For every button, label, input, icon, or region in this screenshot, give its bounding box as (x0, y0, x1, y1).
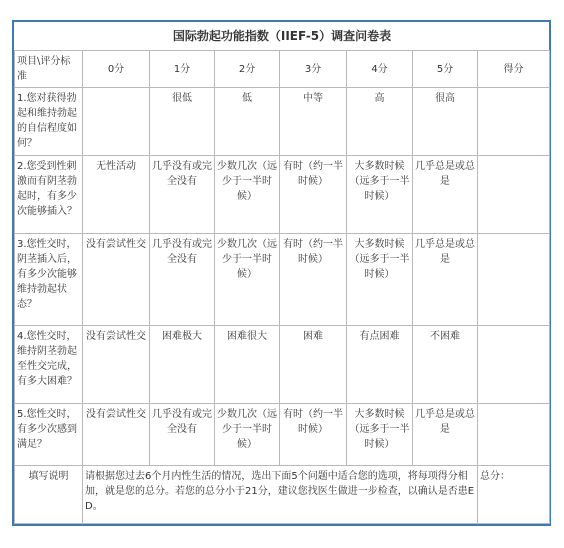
table-row (15, 234, 550, 326)
header-score-4: 4分 (347, 51, 413, 88)
cell: 不困难 (413, 326, 478, 404)
question-1: 1.您对获得勃起和维持勃起的自信程度如何？ (15, 88, 83, 156)
cell: 几乎总是或总是 (413, 156, 478, 234)
cell: 几乎没有或完全没有 (150, 404, 215, 466)
cell: 很低 (150, 88, 215, 156)
total-score-cell[interactable]: 总分： (478, 466, 550, 524)
header-item: 项目\评分标准 (15, 51, 83, 88)
cell: 少数几次（远少于一半时候） (215, 234, 280, 326)
footer-instructions: 请根据您过去6个月内性生活的情况，选出下面5个问题中适合您的选项，将每项得分相加，就是您的总分。若您的总分小于21分，建议您找医生做进一步检查，以确认是否患ED。 (83, 466, 478, 524)
iief5-table (14, 22, 550, 524)
cell (83, 88, 150, 156)
footer-label: 填写说明 (15, 466, 83, 524)
cell: 有点困难 (347, 326, 413, 404)
header-score-2: 2分 (215, 51, 280, 88)
cell: 无性活动 (83, 156, 150, 234)
footer-row (15, 466, 550, 524)
cell: 有时（约一半时候） (280, 234, 347, 326)
cell: 困难 (280, 326, 347, 404)
table-row (15, 404, 550, 466)
table-title: 国际勃起功能指数（IIEF-5）调查问卷表 (15, 22, 550, 51)
cell: 困难极大 (150, 326, 215, 404)
cell: 低 (215, 88, 280, 156)
score-cell[interactable] (478, 404, 550, 466)
cell: 大多数时候（远多于一半时候） (347, 234, 413, 326)
cell: 困难很大 (215, 326, 280, 404)
cell: 很高 (413, 88, 478, 156)
cell: 大多数时候（远多于一半时候） (347, 156, 413, 234)
score-cell[interactable] (478, 234, 550, 326)
table-row (15, 88, 550, 156)
cell: 少数几次（远少于一半时候） (215, 404, 280, 466)
cell: 几乎没有或完全没有 (150, 234, 215, 326)
table-row (15, 326, 550, 404)
cell: 没有尝试性交 (83, 234, 150, 326)
header-score-3: 3分 (280, 51, 347, 88)
cell: 几乎总是或总是 (413, 404, 478, 466)
cell: 没有尝试性交 (83, 326, 150, 404)
header-row (15, 51, 550, 88)
header-score-0: 0分 (83, 51, 150, 88)
cell: 大多数时候（远多于一半时候） (347, 404, 413, 466)
cell: 几乎总是或总是 (413, 234, 478, 326)
header-score-5: 5分 (413, 51, 478, 88)
score-cell[interactable] (478, 88, 550, 156)
score-cell[interactable] (478, 156, 550, 234)
questionnaire-frame (12, 20, 551, 526)
cell: 有时（约一半时候） (280, 156, 347, 234)
question-4: 4.您性交时，维持阴茎勃起至性交完成，有多大困难？ (15, 326, 83, 404)
cell: 高 (347, 88, 413, 156)
question-3: 3.您性交时，阴茎插入后，有多少次能够维持勃起状态？ (15, 234, 83, 326)
table-row (15, 156, 550, 234)
cell: 有时（约一半时候） (280, 404, 347, 466)
question-2: 2.您受到性刺激而有阴茎勃起时，有多少次能够插入？ (15, 156, 83, 234)
cell: 没有尝试性交 (83, 404, 150, 466)
cell: 少数几次（远少于一半时候） (215, 156, 280, 234)
cell: 几乎没有或完全没有 (150, 156, 215, 234)
cell: 中等 (280, 88, 347, 156)
header-total: 得分 (478, 51, 550, 88)
score-cell[interactable] (478, 326, 550, 404)
header-score-1: 1分 (150, 51, 215, 88)
question-5: 5.您性交时，有多少次感到满足？ (15, 404, 83, 466)
